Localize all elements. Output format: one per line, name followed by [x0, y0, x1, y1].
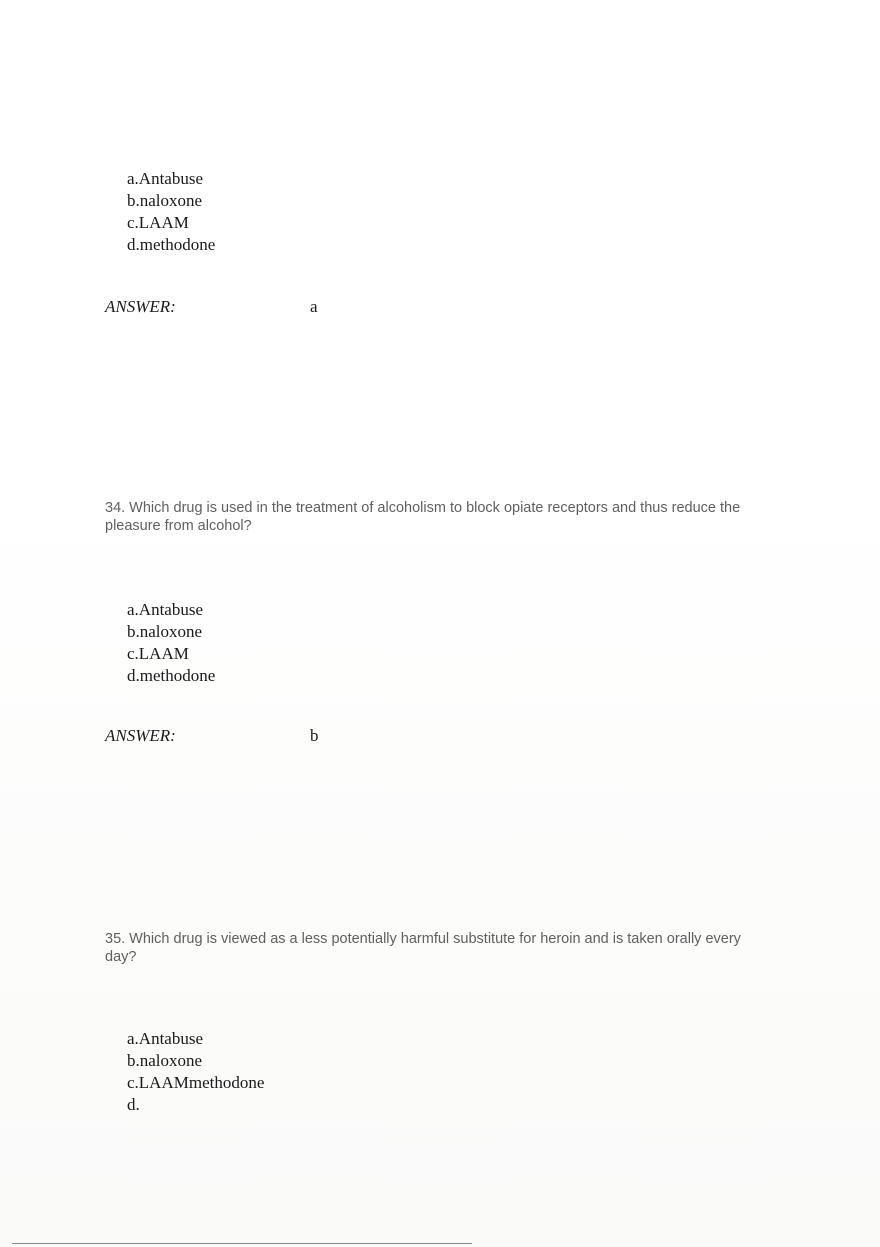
- answer-row: [105, 297, 405, 321]
- option-a: a.Antabuse: [127, 169, 204, 188]
- footer-divider: [12, 1243, 472, 1244]
- answer-label: ANSWER:: [105, 726, 176, 745]
- option-b: b.naloxone: [127, 622, 203, 641]
- answer-value: a: [310, 297, 318, 316]
- option-d: d.methodone: [127, 235, 216, 254]
- option-list: [127, 168, 215, 256]
- option-b: b.naloxone: [127, 191, 203, 210]
- option-c: c.LAAMmethodone: [127, 1073, 265, 1092]
- option-d: d.: [127, 1095, 140, 1114]
- option-a: a.Antabuse: [127, 1029, 204, 1048]
- option-list: [127, 1028, 264, 1116]
- option-d: d.methodone: [127, 666, 216, 685]
- answer-row: [105, 726, 405, 750]
- option-list: [127, 599, 215, 687]
- answer-label: ANSWER:: [105, 297, 176, 316]
- option-c: c.LAAM: [127, 644, 189, 663]
- question-text: 35. Which drug is viewed as a less potentially harmful substitute for heroin and is taken orally every day?: [105, 931, 741, 965]
- question-text: 34. Which drug is used in the treatment of alcoholism to block opiate receptors and thus reduce the pleasure from alcohol?: [105, 500, 741, 534]
- option-a: a.Antabuse: [127, 600, 204, 619]
- option-c: c.LAAM: [127, 213, 189, 232]
- option-b: b.naloxone: [127, 1051, 203, 1070]
- answer-value: b: [310, 726, 319, 745]
